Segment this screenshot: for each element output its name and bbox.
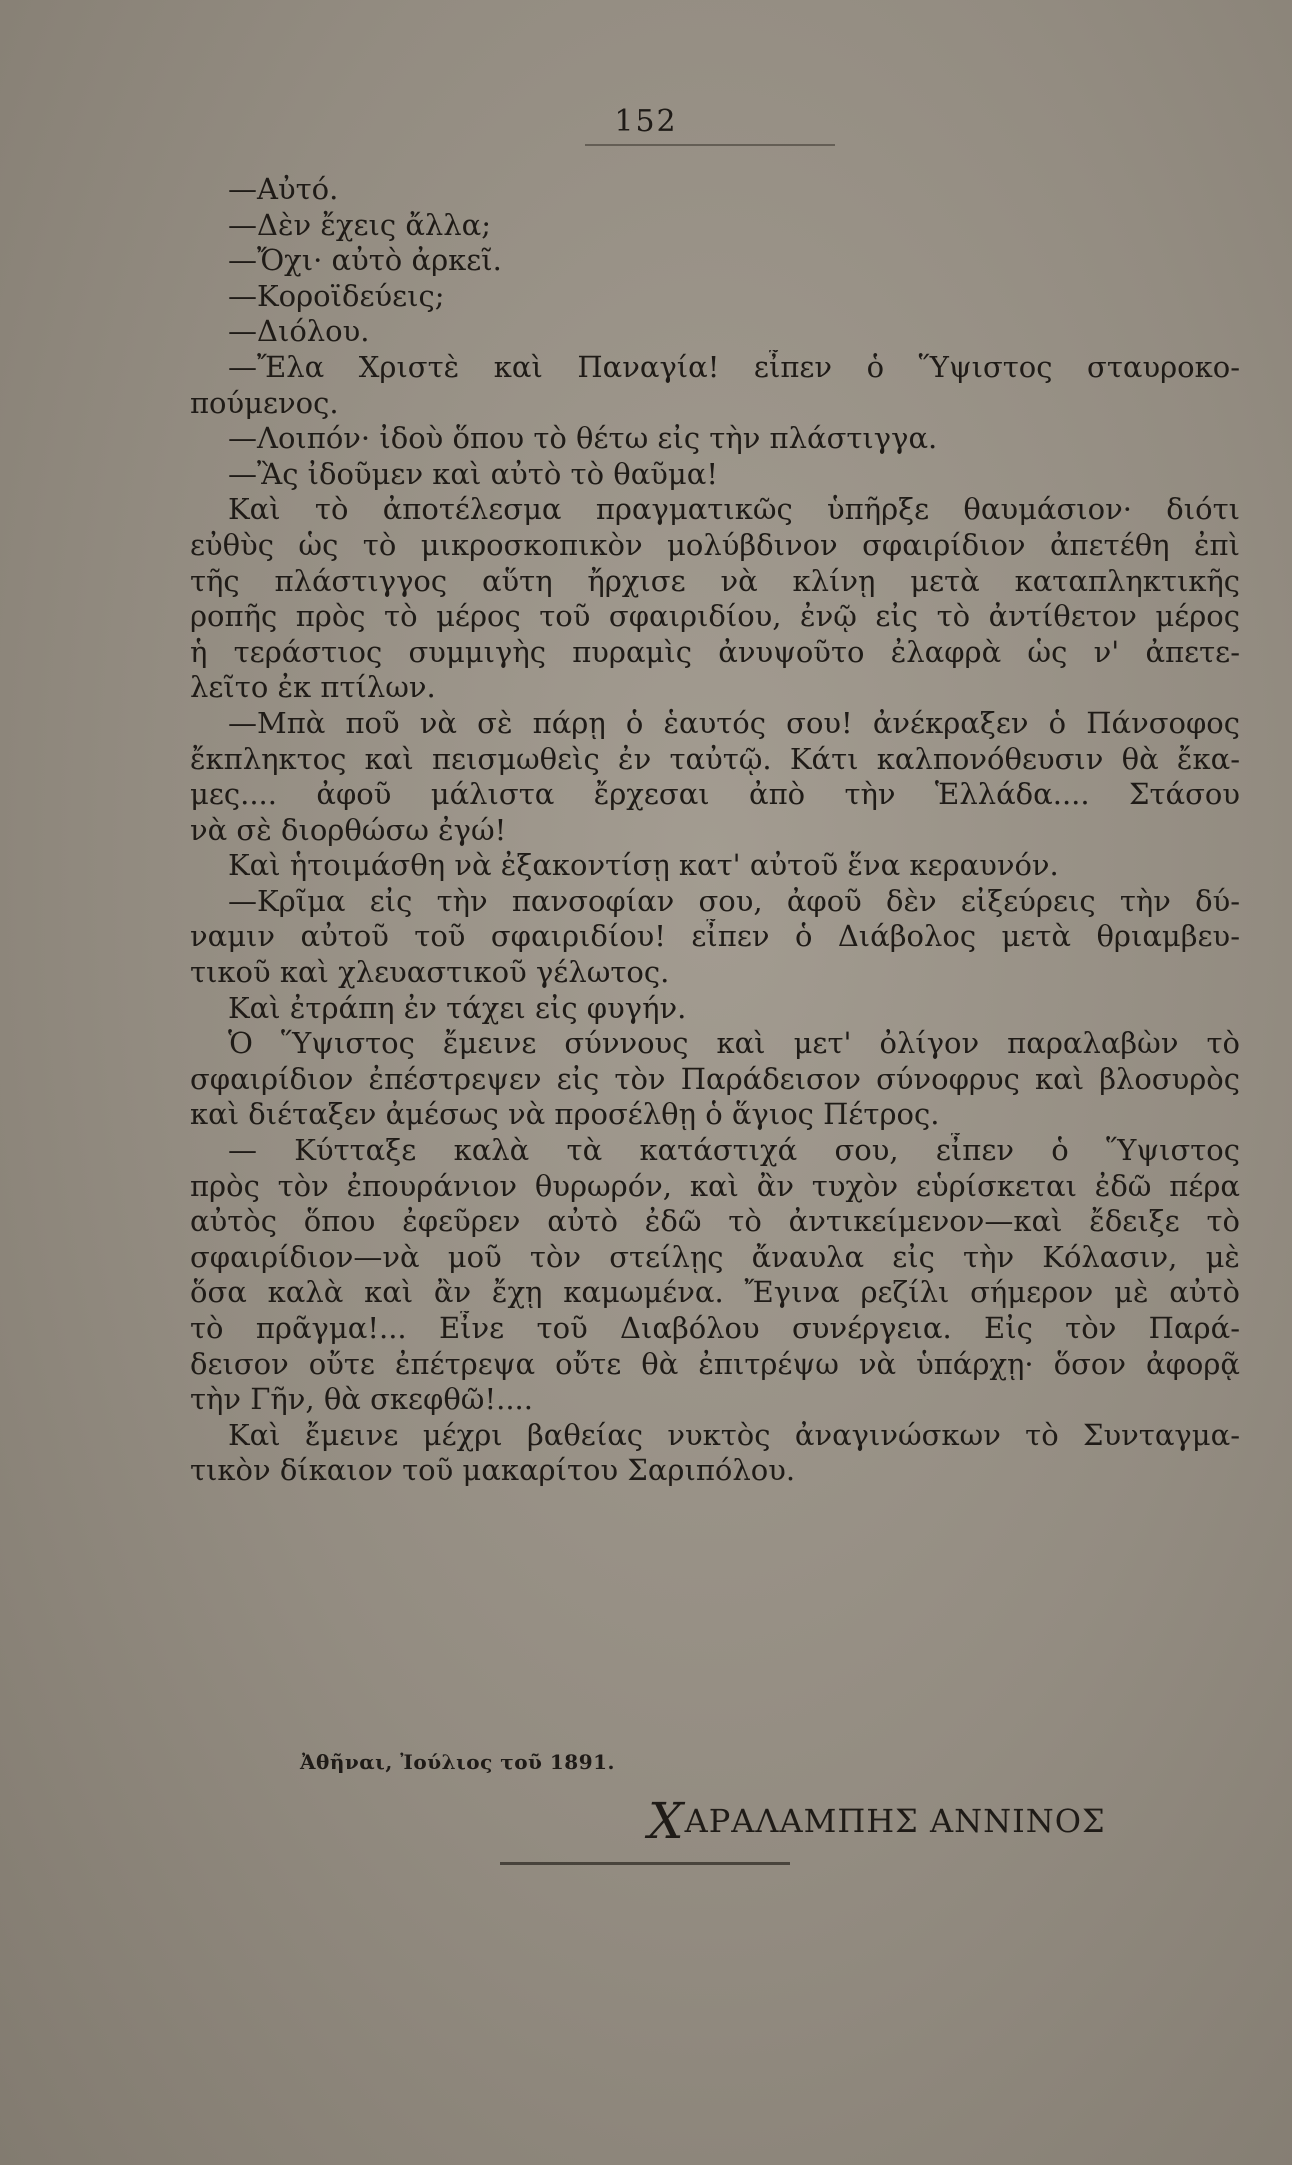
text-line: Καὶ ἐτράπη ἐν τάχει εἰς φυγήν. <box>228 990 687 1025</box>
text-line: μες.... ἀφοῦ μάλιστα ἔρχεσαι ἀπὸ τὴν Ἑλλάδα.... Στάσου <box>190 777 1240 812</box>
text-line: ὅσα καλὰ καὶ ἂν ἔχῃ καμωμένα. Ἔγινα ρεζίλι σήμερον μὲ αὐτὸ <box>190 1275 1240 1310</box>
text-line: ροπῆς πρὸς τὸ μέρος τοῦ σφαιριδίου, ἐνῷ εἰς τὸ ἀντίθετον μέρος <box>190 599 1240 634</box>
signature-name: ΑΡΑΛΑΜΠΗΣ ΑΝΝΙΝΟΣ <box>684 1802 1106 1840</box>
text-line: τικοῦ καὶ χλευαστικοῦ γέλωτος. <box>190 955 670 990</box>
dateline: Ἀθῆναι, Ἰούλιος τοῦ 1891. <box>300 1750 616 1774</box>
text-line: ἡ τεράστιος συμμιγὴς πυραμὶς ἀνυψοῦτο ἐλαφρὰ ὡς ν' ἀπετε- <box>190 634 1240 669</box>
text-line: τικὸν δίκαιον τοῦ μακαρίτου Σαριπόλου. <box>190 1453 796 1488</box>
text-line: τὴν Γῆν, θὰ σκεφθῶ!.... <box>190 1382 533 1417</box>
body-text <box>190 172 1240 1489</box>
text-line: καὶ διέταξεν ἀμέσως νὰ προσέλθῃ ὁ ἅγιος Πέτρος. <box>190 1097 940 1132</box>
text-line: —Ἂς ἰδοῦμεν καὶ αὐτὸ τὸ θαῦμα! <box>228 456 718 491</box>
text-line: πούμενος. <box>190 385 339 420</box>
text-line: —Κρῖμα εἰς τὴν πανσοφίαν σου, ἀφοῦ δὲν εἰξεύρεις τὴν δύ- <box>228 883 1240 918</box>
text-line: σφαιρίδιον ἐπέστρεψεν εἰς τὸν Παράδεισον σύνοφρυς καὶ βλοσυρὸς <box>190 1061 1240 1096</box>
page-number: 152 <box>614 104 678 139</box>
text-line: Καὶ τὸ ἀποτέλεσμα πραγματικῶς ὑπῆρξε θαυμάσιον· διότι <box>228 492 1240 527</box>
text-line: —Δὲν ἔχεις ἄλλα; <box>228 207 492 242</box>
text-line: ἔκπληκτος καὶ πεισμωθεὶς ἐν ταὐτῷ. Κάτι καλπονόθευσιν θὰ ἔκα- <box>190 741 1240 776</box>
author-signature <box>648 1792 1106 1850</box>
text-line: δεισον οὔτε ἐπέτρεψα οὔτε θὰ ἐπιτρέψω νὰ ὑπάρχῃ· ὅσον ἀφορᾷ <box>190 1346 1240 1381</box>
text-line: λεῖτο ἐκ πτίλων. <box>190 670 436 705</box>
end-rule <box>500 1862 790 1865</box>
text-line: εὐθὺς ὡς τὸ μικροσκοπικὸν μολύβδινον σφαιρίδιον ἀπετέθη ἐπὶ <box>190 527 1240 562</box>
text-line: —Μπὰ ποῦ νὰ σὲ πάρῃ ὁ ἑαυτός σου! ἀνέκραξεν ὁ Πάνσοφος <box>228 705 1240 740</box>
text-line: Ὁ Ὕψιστος ἔμεινε σύννους καὶ μετ' ὀλίγον παραλαβὼν τὸ <box>228 1026 1240 1061</box>
text-line: Καὶ ἔμεινε μέχρι βαθείας νυκτὸς ἀναγινώσκων τὸ Συνταγμα- <box>228 1417 1240 1452</box>
text-line: —Λοιπόν· ἰδοὺ ὅπου τὸ θέτω εἰς τὴν πλάστιγγα. <box>228 421 938 456</box>
signature-initial: Χ <box>648 1792 685 1850</box>
text-line: —Κοροϊδεύεις; <box>228 278 445 313</box>
text-line: τῆς πλάστιγγος αὕτη ἤρχισε νὰ κλίνῃ μετὰ καταπληκτικῆς <box>190 563 1240 598</box>
text-line: νὰ σὲ διορθώσω ἐγώ! <box>190 812 507 847</box>
text-line: —Ὄχι· αὐτὸ ἀρκεῖ. <box>228 243 502 278</box>
page-number-rule <box>585 144 835 146</box>
text-line: —Ἔλα Χριστὲ καὶ Παναγία! εἶπεν ὁ Ὕψιστος σταυροκο- <box>228 349 1240 384</box>
text-line: αὐτὸς ὅπου ἐφεῦρεν αὐτὸ ἐδῶ τὸ ἀντικείμενον—καὶ ἔδειξε τὸ <box>190 1204 1240 1239</box>
text-line: —Διόλου. <box>228 314 370 349</box>
text-line: —Αὐτό. <box>228 172 339 206</box>
text-line: πρὸς τὸν ἐπουράνιον θυρωρόν, καὶ ἂν τυχὸν εὑρίσκεται ἐδῶ πέρα <box>190 1168 1240 1203</box>
text-line: ναμιν αὐτοῦ τοῦ σφαιριδίου! εἶπεν ὁ Διάβολος μετὰ θριαμβευ- <box>190 919 1240 954</box>
text-line: τὸ πρᾶγμα!... Εἶνε τοῦ Διαβόλου συνέργεια. Εἰς τὸν Παρά- <box>190 1311 1240 1345</box>
text-line: Καὶ ἡτοιμάσθη νὰ ἐξακοντίσῃ κατ' αὐτοῦ ἕνα κεραυνόν. <box>228 848 1059 883</box>
text-line: — Κύτταξε καλὰ τὰ κατάστιχά σου, εἶπεν ὁ Ὕψιστος <box>228 1133 1240 1168</box>
text-line: σφαιρίδιον—νὰ μοῦ τὸν στείλῃς ἄναυλα εἰς τὴν Κόλασιν, μὲ <box>190 1239 1240 1274</box>
